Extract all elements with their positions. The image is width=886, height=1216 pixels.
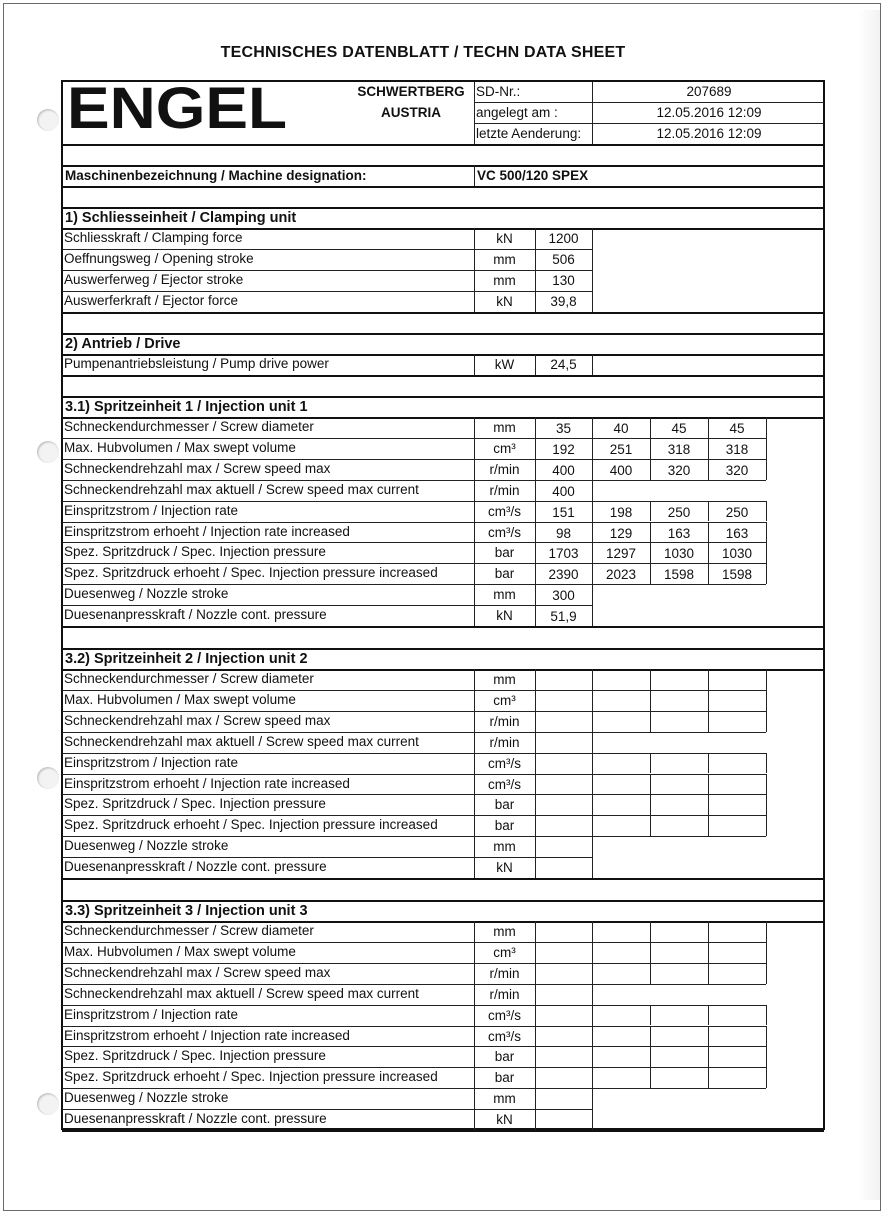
injection-unit-1-row-value: 163 <box>667 525 691 541</box>
injection-unit-1-row-label: Einspritzstrom erhoeht / Injection rate increased <box>64 523 350 539</box>
grid-line <box>650 815 651 836</box>
injection-unit-1-row-label: Spez. Spritzdruck erhoeht / Spec. Injection pressure increased <box>64 565 438 581</box>
injection-unit-3-row-label: Schneckendurchmesser / Screw diameter <box>64 923 314 938</box>
location-country: AUSTRIA <box>381 105 441 120</box>
injection-unit-2-row-unit: r/min <box>489 734 520 750</box>
grid-line <box>766 815 767 836</box>
grid-line <box>708 815 709 836</box>
injection-unit-3-row-label: Max. Hubvolumen / Max swept volume <box>64 943 296 959</box>
section-line <box>62 312 824 314</box>
injection-unit-1-row-label: Einspritzstrom / Injection rate <box>64 502 239 518</box>
drive-row-unit: kW <box>494 357 515 372</box>
grid-line <box>650 942 651 963</box>
grid-line <box>766 942 767 963</box>
injection-unit-1-row-value: 163 <box>725 525 749 541</box>
engel-logo <box>65 84 289 134</box>
grid-line <box>592 984 766 985</box>
injection-unit-2-row-unit: bar <box>494 797 515 813</box>
section-line <box>62 144 824 146</box>
grid-line <box>766 522 767 543</box>
grid-line <box>708 690 709 711</box>
injection-unit-1-row-value: 250 <box>667 504 691 520</box>
grid-line <box>766 542 767 563</box>
grid-line <box>650 753 651 774</box>
injection-unit-2-row-label: Schneckendrehzahl max aktuell / Screw speed max current <box>64 733 419 749</box>
grid-line <box>766 794 767 815</box>
clamping-row-unit: mm <box>493 251 516 267</box>
drive-heading: 2) Antrieb / Drive <box>65 336 181 352</box>
injection-unit-2-row-label: Schneckendurchmesser / Screw diameter <box>64 671 314 686</box>
injection-unit-2-row-label: Spez. Spritzdruck erhoeht / Spec. Injection pressure increased <box>64 817 438 833</box>
injection-unit-2-row-unit: r/min <box>489 713 520 729</box>
drive-row-label: Pumpenantriebsleistung / Pump drive power <box>64 356 329 371</box>
punch-hole <box>37 1093 59 1115</box>
grid-line <box>766 1005 767 1026</box>
injection-unit-3-row-unit: r/min <box>489 986 520 1002</box>
injection-unit-1-row-value: 400 <box>552 483 575 499</box>
section-line <box>62 186 824 188</box>
grid-line <box>708 794 709 815</box>
injection-unit-1-row-value: 198 <box>609 504 633 520</box>
injection-unit-1-row-unit: bar <box>494 566 515 582</box>
section-line <box>62 375 824 377</box>
injection-unit-1-row-label: Schneckendurchmesser / Screw diameter <box>64 419 314 434</box>
injection-unit-1-row-value: 1598 <box>663 567 695 583</box>
injection-unit-1-row-value: 1030 <box>721 546 753 562</box>
grid-line <box>708 942 709 963</box>
injection-unit-2-row-unit: kN <box>496 860 513 876</box>
injection-unit-2-row-unit: mm <box>493 839 516 855</box>
clamping-row-unit: kN <box>496 231 513 246</box>
grid-line <box>766 438 767 459</box>
grid-line <box>592 690 766 691</box>
injection-unit-2-row-label: Duesenweg / Nozzle stroke <box>64 838 229 854</box>
grid-line <box>592 942 766 943</box>
grid-line <box>592 354 593 375</box>
injection-unit-1-row-value: 1703 <box>548 546 579 562</box>
grid-line <box>708 711 709 732</box>
grid-line <box>592 1005 766 1006</box>
injection-unit-1-row-label: Schneckendrehzahl max aktuell / Screw speed max current <box>64 481 419 497</box>
injection-unit-1-row-unit: r/min <box>489 461 520 477</box>
injection-unit-2-row-label: Einspritzstrom erhoeht / Injection rate increased <box>64 775 350 791</box>
grid-line <box>592 732 766 733</box>
created-value: 12.05.2016 12:09 <box>656 105 762 120</box>
clamping-row-label: Schliesskraft / Clamping force <box>64 230 243 245</box>
grid-line <box>766 417 767 438</box>
changed-label: letzte Aenderung: <box>476 126 582 141</box>
injection-unit-2-row-unit: cm³/s <box>488 755 521 771</box>
injection-unit-3-row-unit: cm³/s <box>488 1007 521 1023</box>
grid-line <box>650 963 651 984</box>
grid-line <box>766 774 767 795</box>
injection-unit-3-row-unit: cm³/s <box>488 1028 521 1044</box>
injection-unit-3-row-unit: mm <box>493 1091 516 1107</box>
injection-unit-1-row-value: 400 <box>609 462 633 478</box>
grid-line <box>650 669 651 690</box>
grid-line <box>766 1046 767 1067</box>
injection-unit-3-row-unit: cm³ <box>493 944 516 960</box>
injection-unit-1-row-value: 1297 <box>605 546 637 562</box>
grid-line <box>766 1026 767 1047</box>
grid-line <box>766 501 767 522</box>
injection-unit-1-row-label: Spez. Spritzdruck / Spec. Injection pressure <box>64 544 326 560</box>
section-line <box>62 626 824 628</box>
clamping-row-value: 130 <box>552 272 575 288</box>
grid-line <box>708 1067 709 1088</box>
clamping-row-value: 1200 <box>548 231 579 246</box>
injection-unit-3-row-unit: bar <box>494 1049 515 1065</box>
injection-unit-1-row-value: 1030 <box>663 546 695 562</box>
injection-unit-1-row-value: 2390 <box>548 567 579 583</box>
section-line <box>62 878 824 880</box>
grid-line <box>592 774 766 775</box>
grid-line <box>708 1005 709 1026</box>
injection-unit-3-row-label: Einspritzstrom / Injection rate <box>64 1006 239 1022</box>
injection-unit-1-row-unit: kN <box>496 608 513 624</box>
grid-line <box>474 165 475 186</box>
injection-unit-2-row-unit: cm³/s <box>488 776 521 792</box>
injection-unit-2-row-label: Spez. Spritzdruck / Spec. Injection pressure <box>64 796 326 812</box>
grid-line <box>708 1046 709 1067</box>
injection-unit-1-row-value: 2023 <box>605 567 637 583</box>
injection-unit-2-row-label: Max. Hubvolumen / Max swept volume <box>64 691 296 707</box>
injection-unit-3-row-label: Spez. Spritzdruck erhoeht / Spec. Injection pressure increased <box>64 1069 438 1085</box>
injection-unit-1-row-value: 98 <box>555 525 572 541</box>
location-city: SCHWERTBERG <box>357 84 465 99</box>
grid-line <box>766 563 767 584</box>
injection-unit-1-row-label: Duesenanpresskraft / Nozzle cont. pressure <box>64 607 327 623</box>
injection-unit-1-row-value: 300 <box>552 588 575 604</box>
grid-line <box>766 963 767 984</box>
injection-unit-1-row-value: 400 <box>552 462 575 478</box>
page-title: TECHNISCHES DATENBLATT / TECHN DATA SHEET <box>220 44 626 61</box>
clamping-row-unit: mm <box>493 272 516 288</box>
injection-unit-1-row-value: 320 <box>725 462 749 478</box>
machine-designation-label: Maschinenbezeichnung / Machine designation: <box>65 168 367 183</box>
injection-unit-2-row-unit: mm <box>493 672 516 687</box>
grid-line <box>592 711 766 712</box>
injection-unit-3-row-label: Schneckendrehzahl max / Screw speed max <box>64 964 331 980</box>
injection-unit-1-row-value: 318 <box>667 441 691 457</box>
clamping-row-label: Auswerferweg / Ejector stroke <box>64 271 244 287</box>
injection-unit-1-row-value: 192 <box>552 441 575 457</box>
sd-number-value: 207689 <box>686 84 732 99</box>
grid-line <box>592 501 766 502</box>
grid-line <box>708 753 709 774</box>
injection-unit-1-row-value: 1598 <box>721 567 753 583</box>
grid-line <box>650 774 651 795</box>
grid-line <box>766 711 767 732</box>
grid-line <box>650 1026 651 1047</box>
injection-unit-1-row-unit: cm³/s <box>488 524 521 540</box>
injection-unit-1-row-value: 35 <box>555 421 572 436</box>
injection-unit-1-row-value: 151 <box>552 504 575 520</box>
injection-unit-1-heading: 3.1) Spritzeinheit 1 / Injection unit 1 <box>65 399 308 415</box>
injection-unit-2-row-label: Einspritzstrom / Injection rate <box>64 754 239 770</box>
grid-line <box>650 1005 651 1026</box>
injection-unit-3-row-unit: kN <box>496 1112 513 1128</box>
injection-unit-3-row-unit: r/min <box>489 965 520 981</box>
injection-unit-3-row-label: Einspritzstrom erhoeht / Injection rate increased <box>64 1027 350 1043</box>
header-divider <box>592 82 593 144</box>
punch-hole <box>37 441 59 463</box>
injection-unit-1-row-unit: mm <box>493 420 516 435</box>
injection-unit-3-row-label: Duesenweg / Nozzle stroke <box>64 1090 229 1106</box>
injection-unit-1-row-unit: mm <box>493 587 516 603</box>
injection-unit-3-row-unit: mm <box>493 924 516 939</box>
injection-unit-1-row-unit: cm³ <box>493 440 516 456</box>
punch-hole <box>37 109 59 131</box>
machine-designation-value: VC 500/120 SPEX <box>477 168 589 183</box>
logo-text: ENGEL <box>67 84 287 134</box>
grid-line <box>592 753 766 754</box>
grid-line <box>708 1026 709 1047</box>
grid-line <box>708 921 709 942</box>
injection-unit-1-row-value: 45 <box>671 421 687 436</box>
injection-unit-3-row-label: Schneckendrehzahl max aktuell / Screw speed max current <box>64 985 419 1001</box>
grid-line <box>650 921 651 942</box>
injection-unit-1-row-unit: cm³/s <box>488 503 521 519</box>
injection-unit-2-row-label: Duesenanpresskraft / Nozzle cont. pressure <box>64 859 327 875</box>
injection-unit-1-row-value: 40 <box>613 421 629 436</box>
grid-line <box>592 1067 766 1068</box>
injection-unit-1-row-unit: r/min <box>489 482 520 498</box>
clamping-row-value: 39,8 <box>550 293 577 309</box>
injection-unit-1-row-value: 129 <box>609 525 633 541</box>
grid-line <box>592 836 766 837</box>
clamping-heading: 1) Schliesseinheit / Clamping unit <box>65 210 297 226</box>
punch-hole <box>37 767 59 789</box>
grid-line <box>650 690 651 711</box>
grid-line <box>766 753 767 774</box>
injection-unit-2-row-unit: cm³ <box>493 692 516 708</box>
grid-line <box>650 1046 651 1067</box>
injection-unit-3-row-label: Spez. Spritzdruck / Spec. Injection pressure <box>64 1048 326 1064</box>
changed-value: 12.05.2016 12:09 <box>656 126 762 141</box>
drive-row-value: 24,5 <box>550 357 577 372</box>
injection-unit-1-row-value: 251 <box>609 441 633 457</box>
injection-unit-1-row-label: Schneckendrehzahl max / Screw speed max <box>64 460 331 476</box>
grid-line <box>766 669 767 690</box>
grid-line <box>592 228 593 312</box>
injection-unit-3-row-unit: bar <box>494 1070 515 1086</box>
grid-line <box>650 1067 651 1088</box>
grid-line <box>592 1026 766 1027</box>
injection-unit-2-row-label: Schneckendrehzahl max / Screw speed max <box>64 712 331 728</box>
grid-line <box>766 690 767 711</box>
grid-line <box>650 711 651 732</box>
clamping-row-label: Oeffnungsweg / Opening stroke <box>64 250 254 266</box>
injection-unit-1-row-label: Duesenweg / Nozzle stroke <box>64 586 229 602</box>
injection-unit-1-row-label: Max. Hubvolumen / Max swept volume <box>64 439 296 455</box>
injection-unit-1-row-value: 51,9 <box>550 609 577 625</box>
injection-unit-3-heading: 3.3) Spritzeinheit 3 / Injection unit 3 <box>65 903 308 919</box>
header-divider <box>474 82 475 144</box>
grid-line <box>592 963 766 964</box>
clamping-row-unit: kN <box>496 293 513 309</box>
grid-line <box>592 1088 766 1089</box>
clamping-row-value: 506 <box>552 251 575 267</box>
injection-unit-3-row-label: Duesenanpresskraft / Nozzle cont. pressure <box>64 1111 327 1127</box>
grid-line <box>592 815 766 816</box>
injection-unit-2-row-unit: bar <box>494 818 515 834</box>
grid-line <box>766 1067 767 1088</box>
created-label: angelegt am : <box>476 105 558 120</box>
grid-line <box>650 794 651 815</box>
injection-unit-1-row-value: 318 <box>725 441 749 457</box>
sd-number-label: SD-Nr.: <box>476 84 521 99</box>
injection-unit-2-heading: 3.2) Spritzeinheit 2 / Injection unit 2 <box>65 651 308 667</box>
grid-line <box>592 1046 766 1047</box>
clamping-row-label: Auswerferkraft / Ejector force <box>64 292 239 308</box>
injection-unit-1-row-value: 45 <box>729 421 745 436</box>
grid-line <box>708 774 709 795</box>
injection-unit-1-row-value: 250 <box>725 504 749 520</box>
grid-line <box>766 921 767 942</box>
grid-line <box>592 794 766 795</box>
grid-line <box>708 669 709 690</box>
grid-line <box>766 459 767 480</box>
section-line <box>62 1130 824 1132</box>
injection-unit-1-row-unit: bar <box>494 545 515 561</box>
grid-line <box>708 963 709 984</box>
injection-unit-1-row-value: 320 <box>667 462 691 478</box>
